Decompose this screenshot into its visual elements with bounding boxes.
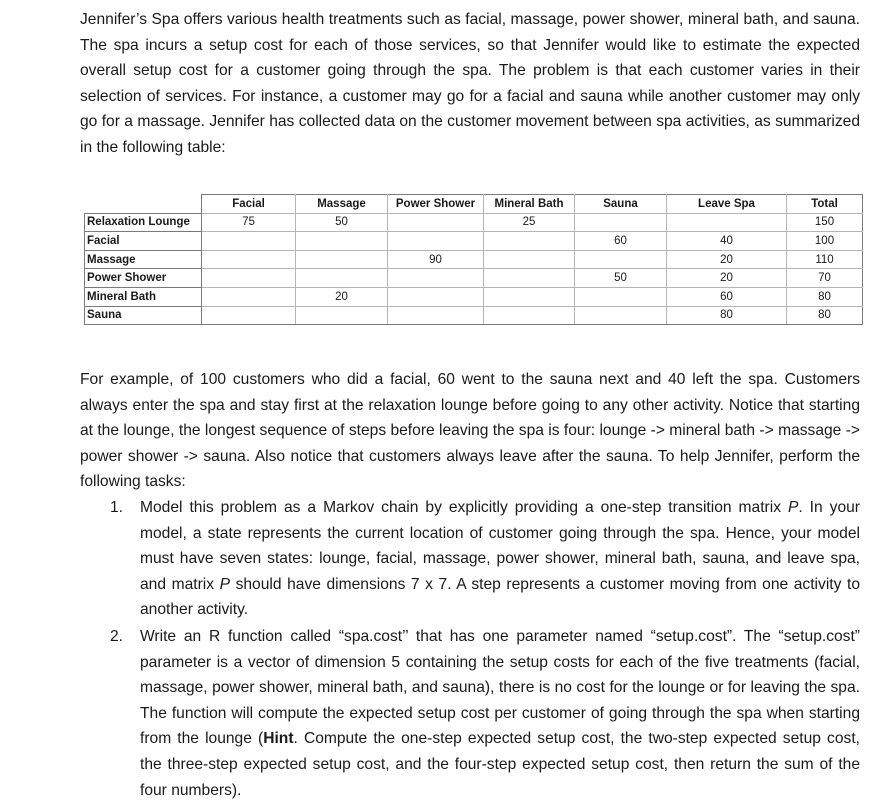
table-cell <box>388 287 484 306</box>
table-cell <box>667 213 787 232</box>
table-cell <box>202 232 296 251</box>
table-cell: 90 <box>388 250 484 269</box>
row-label: Relaxation Lounge <box>85 213 202 232</box>
table-cell <box>575 287 667 306</box>
table-row <box>85 287 863 306</box>
task-number: 2. <box>110 628 124 645</box>
table-cell <box>388 269 484 288</box>
table-cell <box>484 232 575 251</box>
task-item <box>140 495 860 623</box>
table-cell <box>575 250 667 269</box>
table-cell <box>296 250 388 269</box>
customer-movement-table <box>84 194 863 325</box>
table-cell <box>575 213 667 232</box>
table-cell: 80 <box>787 306 863 325</box>
column-header: Mineral Bath <box>484 195 575 214</box>
task-item <box>140 624 860 803</box>
table-cell <box>484 250 575 269</box>
table-cell: 75 <box>202 213 296 232</box>
table-cell <box>388 213 484 232</box>
table-cell <box>484 306 575 325</box>
table-cell: 100 <box>787 232 863 251</box>
table-cell: 150 <box>787 213 863 232</box>
table-cell: 50 <box>296 213 388 232</box>
row-label: Massage <box>85 250 202 269</box>
column-header: Facial <box>202 195 296 214</box>
table-cell <box>202 287 296 306</box>
intro-paragraph: Jennifer’s Spa offers various health treatments such as facial, massage, power shower, mineral bath, and sauna. The spa incurs a setup cost for each of those services, so that Jennifer would like to estimate the expected overall setup cost for a customer going through the spa. The problem is that each customer varies in their selection of services. For instance, a customer may go for a facial and sauna while another customer may only go for a massage. Jennifer has collected data on the customer movement between spa activities, as summarized in the following table: <box>80 11 860 156</box>
table-cell <box>202 269 296 288</box>
table-row <box>85 269 863 288</box>
table-row <box>85 250 863 269</box>
table-cell <box>575 306 667 325</box>
table-cell: 20 <box>667 250 787 269</box>
table-cell: 80 <box>787 287 863 306</box>
hint-label: Hint <box>263 730 294 748</box>
task-text: Write an R function called “spa.cost’’ that has one parameter named “setup.cost”. The “setup.cost” parameter is a vector of dimension 5 containing the setup costs for each of the five treatments (facial, massage, power shower, mineral bath, and sauna), there is no cost for the lounge or for leaving the spa. The function will compute the expected setup cost per customer of going through the spa when starting from the lounge ( <box>140 628 860 748</box>
table-cell: 50 <box>575 269 667 288</box>
task-number: 1. <box>110 499 124 516</box>
column-header: Leave Spa <box>667 195 787 214</box>
table-cell <box>202 306 296 325</box>
column-header: Total <box>787 195 863 214</box>
table-cell <box>388 232 484 251</box>
task-text: . In your model, a state represents the current location of customer going through the spa. Hence, your model must have seven states: lounge, facial, massage, power shower, mineral bath, sauna, and leave spa, and matrix <box>140 499 860 593</box>
table-cell <box>296 232 388 251</box>
table-cell <box>484 269 575 288</box>
row-label: Sauna <box>85 306 202 325</box>
table-cell <box>484 287 575 306</box>
column-header: Power Shower <box>388 195 484 214</box>
matrix-symbol: P <box>787 499 799 516</box>
example-paragraph: For example, of 100 customers who did a facial, 60 went to the sauna next and 40 left the spa. Customers always enter the spa and stay first at the relaxation lounge before going to any other activity. Notice that starting at the lounge, the longest sequence of steps before leaving the spa is four: lounge -> mineral bath -> massage -> power shower -> sauna. Also notice that customers always leave after the sauna. To help Jennifer, perform the following tasks: <box>80 371 860 491</box>
column-header: Sauna <box>575 195 667 214</box>
table-cell: 20 <box>296 287 388 306</box>
table-cell <box>202 250 296 269</box>
row-label: Facial <box>85 232 202 251</box>
table-row <box>85 306 863 325</box>
row-label: Mineral Bath <box>85 287 202 306</box>
table-row <box>85 213 863 232</box>
table-cell: 25 <box>484 213 575 232</box>
table-cell <box>388 306 484 325</box>
task-text: should have dimensions 7 x 7. A step represents a customer moving from one activity to another activity. <box>140 575 860 619</box>
table-cell <box>296 306 388 325</box>
table-cell: 70 <box>787 269 863 288</box>
table-cell <box>296 269 388 288</box>
matrix-symbol: P <box>219 575 231 593</box>
header-corner <box>85 195 202 214</box>
task-text: Model this problem as a Markov chain by explicitly providing a one-step transition matrix <box>140 499 788 516</box>
table-row <box>85 232 863 251</box>
table-header-row <box>85 195 863 214</box>
task-text: . Compute the one-step expected setup cost, the two-step expected setup cost, the three-step expected setup cost, and the four-step expected setup cost, then return the sum of the four numbers). <box>140 730 860 799</box>
row-label: Power Shower <box>85 269 202 288</box>
table-cell: 40 <box>667 232 787 251</box>
table-cell: 80 <box>667 306 787 325</box>
table-cell: 20 <box>667 269 787 288</box>
table-cell: 60 <box>667 287 787 306</box>
column-header: Massage <box>296 195 388 214</box>
table-cell: 60 <box>575 232 667 251</box>
table-cell: 110 <box>787 250 863 269</box>
